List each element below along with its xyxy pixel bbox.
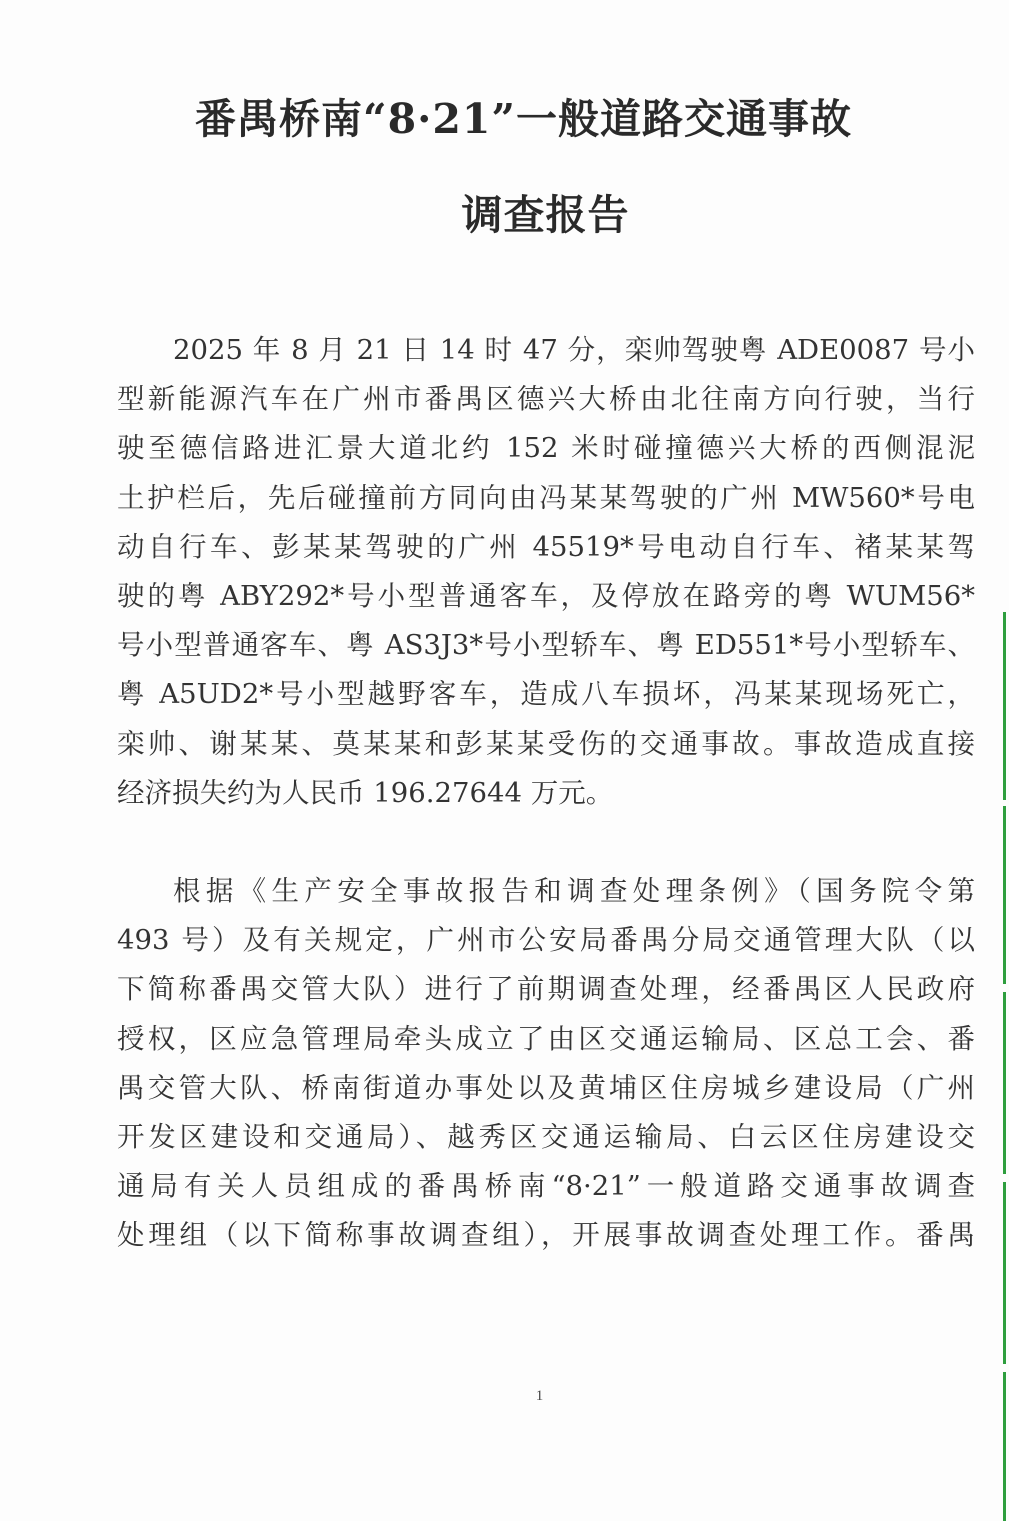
text-line: 栾帅、谢某某、莫某某和彭某某受伤的交通事故。事故造成直接 bbox=[117, 727, 975, 760]
text-line: 土护栏后，先后碰撞前方同向由冯某某驾驶的广州 MW560*号电 bbox=[117, 481, 975, 514]
text-line: 处理组（以下简称事故调查组），开展事故调查处理工作。番禺 bbox=[117, 1219, 975, 1252]
report-title-line-1: 番禺桥南“8·21”一般道路交通事故 bbox=[194, 95, 853, 143]
edge-marker bbox=[1003, 1372, 1006, 1521]
text-line: 2025 年 8 月 21 日 14 时 47 分，栾帅驾驶粤 ADE0087 号小 bbox=[173, 334, 975, 366]
text-line: 通局有关人员组成的番禺桥南“8·21”一般道路交通事故调查 bbox=[117, 1170, 975, 1203]
edge-marker bbox=[1003, 1182, 1006, 1364]
text-line: 开发区建设和交通局）、越秀区交通运输局、白云区住房建设交 bbox=[117, 1120, 975, 1153]
text-line: 禺交管大队、桥南街道办事处以及黄埔区住房城乡建设局（广州 bbox=[117, 1071, 975, 1104]
text-line: 493 号）及有关规定，广州市公安局番禺分局交通管理大队（以 bbox=[117, 924, 975, 957]
paragraph-accident-summary bbox=[117, 326, 975, 818]
page-number: 1 bbox=[535, 1388, 544, 1404]
text-line: 号小型普通客车、粤 AS3J3*号小型轿车、粤 ED551*号小型轿车、 bbox=[117, 629, 975, 662]
text-line: 经济损失约为人民币 196.27644 万元。 bbox=[117, 776, 614, 809]
edge-marker bbox=[1003, 992, 1006, 1174]
text-line: 动自行车、彭某某驾驶的广州 45519*号电动自行车、褚某某驾 bbox=[117, 530, 975, 563]
text-line: 驶的粤 ABY292*号小型普通客车，及停放在路旁的粤 WUM56* bbox=[117, 579, 975, 612]
edge-marker bbox=[1003, 612, 1006, 800]
edge-marker bbox=[1003, 806, 1006, 984]
text-line: 型新能源汽车在广州市番禺区德兴大桥由北往南方向行驶，当行 bbox=[117, 383, 975, 416]
text-line: 下简称番禺交管大队）进行了前期调查处理，经番禺区人民政府 bbox=[117, 973, 975, 1006]
text-line: 根据《生产安全事故报告和调查处理条例》（国务院令第 bbox=[173, 875, 975, 907]
report-title-line-2: 调查报告 bbox=[461, 191, 630, 239]
text-line: 授权，区应急管理局牵头成立了由区交通运输局、区总工会、番 bbox=[117, 1022, 975, 1055]
paragraph-investigation-basis bbox=[117, 867, 975, 1261]
text-line: 驶至德信路进汇景大道北约 152 米时碰撞德兴大桥的西侧混泥 bbox=[117, 432, 975, 465]
text-line: 粤 A5UD2*号小型越野客车，造成八车损坏，冯某某现场死亡， bbox=[117, 678, 975, 711]
